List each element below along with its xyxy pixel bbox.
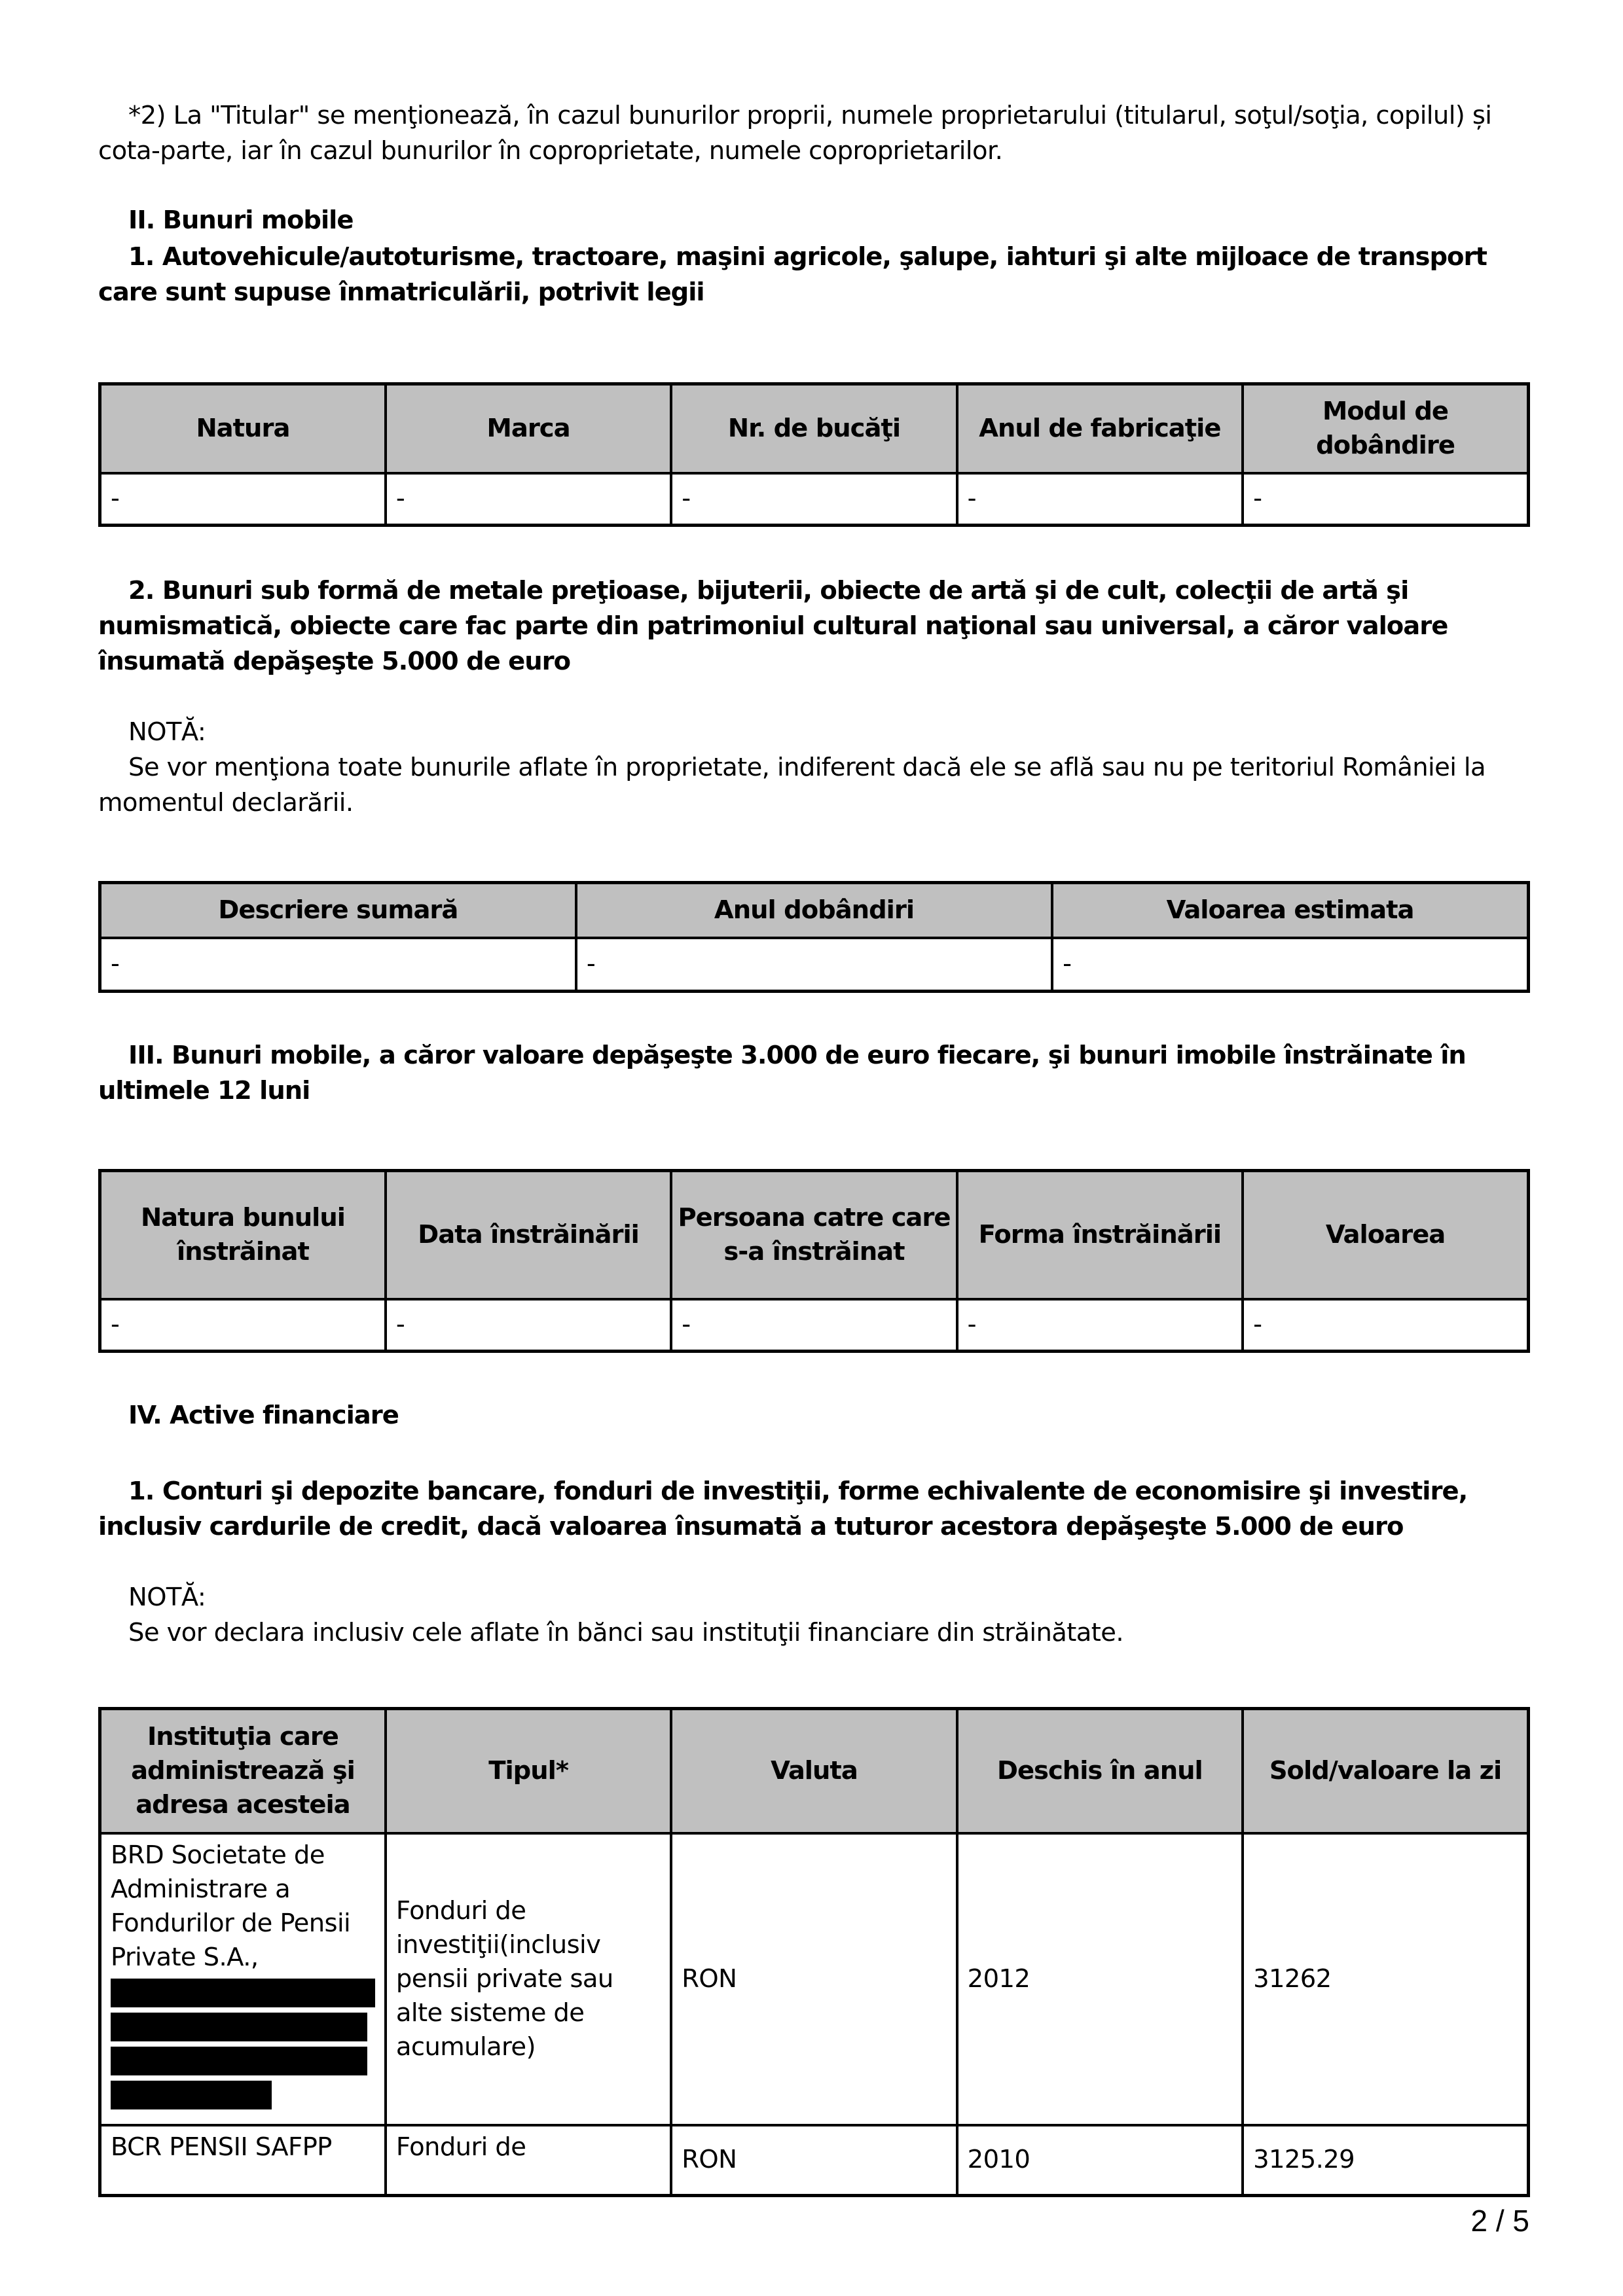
institution-cell: BCR PENSII SAFPP — [100, 2125, 386, 2196]
table-cell: - — [100, 473, 386, 526]
type-cell: Fonduri de — [386, 2125, 671, 2196]
institution-cell — [100, 1833, 386, 2125]
table-cell: - — [671, 473, 957, 526]
table-cell: - — [100, 1299, 386, 1352]
column-header: Valoarea estimata — [1052, 883, 1528, 938]
column-header: Persoana catre care s-a înstrăinat — [671, 1171, 957, 1299]
table-cell: - — [576, 938, 1052, 992]
table-cell: - — [386, 1299, 671, 1352]
table-header-row — [100, 1709, 1529, 1833]
balance-cell: 3125.29 — [1243, 2125, 1528, 2196]
table-header-row — [100, 1171, 1529, 1299]
note-text: Se vor declara inclusiv cele aflate în bănci sau instituţii financiare din străinătate. — [128, 1618, 1123, 1647]
column-header: Forma înstrăinării — [957, 1171, 1243, 1299]
note-label: NOTĂ: — [128, 1583, 206, 1612]
column-header: Anul dobândiri — [576, 883, 1052, 938]
year-cell: 2010 — [957, 2125, 1243, 2196]
column-header: Nr. de bucăţi — [671, 384, 957, 473]
column-header: Marca — [386, 384, 671, 473]
column-header: Sold/valoare la zi — [1243, 1709, 1528, 1833]
table-cell: - — [671, 1299, 957, 1352]
table-header-row — [100, 384, 1529, 473]
section-ii-1-title: 1. Autovehicule/autoturisme, tractoare, maşini agricole, şalupe, iahturi şi alte mijloace de transport care sunt supuse înmatriculării, potrivit legii — [98, 242, 1487, 307]
section-iii-title: III. Bunuri mobile, a căror valoare depăşeşte 3.000 de euro fiecare, şi bunuri imobile înstrăinate în ultimele 12 luni — [98, 1041, 1466, 1105]
column-header: Instituţia care administrează şi adresa acesteia — [100, 1709, 386, 1833]
section-ii-2-title: 2. Bunuri sub formă de metale preţioase, bijuterii, obiecte de artă şi de cult, colecţii de artă şi numismatică, obiecte care fac parte din patrimoniul cultural naţional sau universal, a căror valoare însumată depăşeşte 5.000 de euro — [98, 576, 1448, 676]
section-iv-1-title: 1. Conturi şi depozite bancare, fonduri de investiţii, forme echivalente de economisire şi investire, inclusiv cardurile de credit, dacă valoarea însumată a tuturor acestora depăşeşte 5.000 de euro — [98, 1477, 1468, 1541]
balance-cell: 31262 — [1243, 1833, 1528, 2125]
valuables-table — [98, 881, 1530, 993]
table-row — [100, 938, 1529, 992]
table-row — [100, 473, 1529, 526]
section-iv-title: IV. Active financiare — [128, 1401, 399, 1430]
financial-accounts-table — [98, 1707, 1530, 2197]
column-header: Deschis în anul — [957, 1709, 1243, 1833]
vehicles-table — [98, 382, 1530, 527]
column-header: Descriere sumară — [100, 883, 576, 938]
column-header: Valuta — [671, 1709, 957, 1833]
section-ii-title: II. Bunuri mobile — [128, 206, 354, 235]
column-header: Data înstrăinării — [386, 1171, 671, 1299]
table-row — [100, 2125, 1529, 2196]
table-cell: - — [386, 473, 671, 526]
table-header-row — [100, 883, 1529, 938]
footnote-2: *2) La "Titular" se menţionează, în cazul bunurilor proprii, numele proprietarului (titularul, soţul/soţia, copilul) și cota-parte, iar în cazul bunurilor în coproprietate, numele coproprietarilor. — [98, 101, 1492, 166]
column-header: Valoarea — [1243, 1171, 1528, 1299]
table-cell: - — [957, 473, 1243, 526]
table-cell: - — [1243, 473, 1528, 526]
column-header: Modul de dobândire — [1243, 384, 1528, 473]
year-cell: 2012 — [957, 1833, 1243, 2125]
type-cell: Fonduri de investiţii(inclusiv pensii private sau alte sisteme de acumulare) — [386, 1833, 671, 2125]
note-label: NOTĂ: — [128, 717, 206, 747]
redaction-bar — [111, 1979, 375, 2007]
column-header: Natura bunului înstrăinat — [100, 1171, 386, 1299]
table-row — [100, 1833, 1529, 2125]
redaction-bar — [111, 2013, 367, 2041]
page-number: 2 / 5 — [1470, 2204, 1529, 2238]
column-header: Tipul* — [386, 1709, 671, 1833]
column-header: Natura — [100, 384, 386, 473]
alienated-goods-table — [98, 1169, 1530, 1353]
currency-cell: RON — [671, 2125, 957, 2196]
note-text: Se vor menţiona toate bunurile aflate în proprietate, indiferent dacă ele se află sau nu pe teritoriul României la momentul declarării. — [98, 753, 1486, 817]
institution-name: BRD Societate de Administrare a Fondurilor de Pensii Private S.A., — [111, 1840, 351, 1972]
table-cell: - — [1243, 1299, 1528, 1352]
table-row — [100, 1299, 1529, 1352]
table-cell: - — [100, 938, 576, 992]
redaction-bar — [111, 2047, 367, 2075]
column-header: Anul de fabricaţie — [957, 384, 1243, 473]
redaction-bar — [111, 2081, 272, 2109]
table-cell: - — [1052, 938, 1528, 992]
currency-cell: RON — [671, 1833, 957, 2125]
table-cell: - — [957, 1299, 1243, 1352]
